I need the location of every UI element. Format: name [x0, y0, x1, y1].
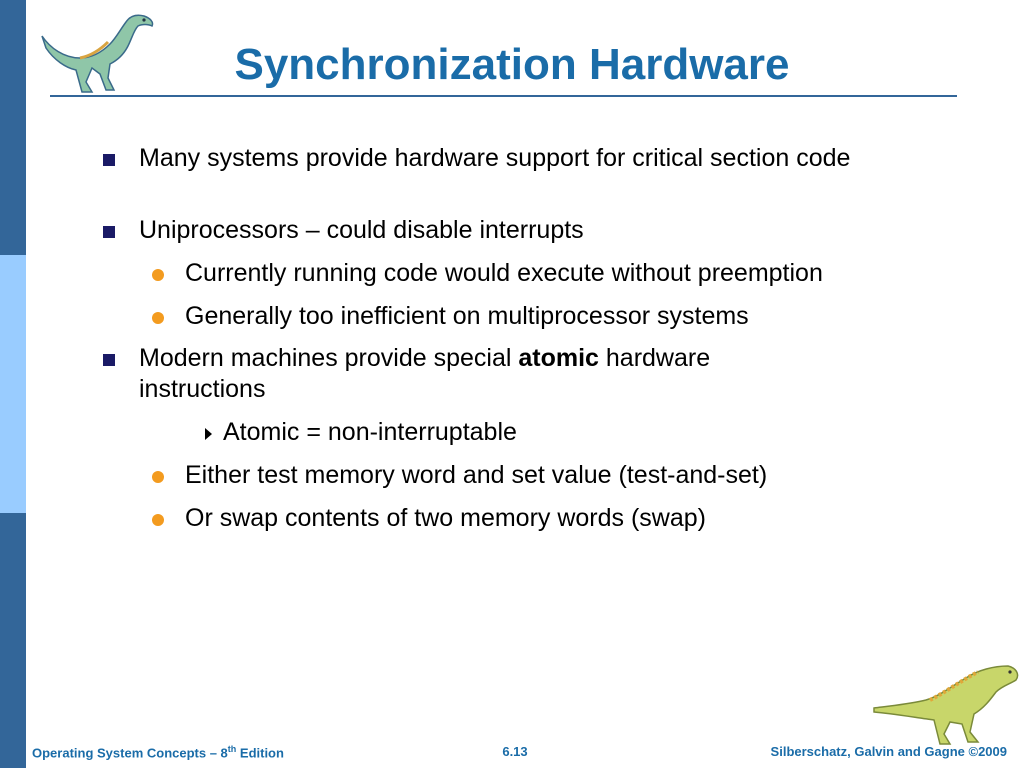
- dinosaur-icon: [870, 656, 1022, 746]
- square-bullet-icon: [103, 154, 115, 166]
- footer-book-title: [32, 744, 284, 764]
- footer-authors: Silberschatz, Galvin and Gagne ©2009: [770, 744, 1007, 759]
- sidebar-segment-bottom: [0, 513, 26, 768]
- sub-bullet-item: Either test memory word and set value (test-and-set): [185, 461, 768, 489]
- footer-edition-suffix: th: [227, 744, 237, 754]
- footer-book-title-end: Edition: [236, 745, 284, 761]
- sub-sub-bullet-item: Atomic = non-interruptable: [223, 418, 517, 446]
- round-bullet-icon: [152, 312, 164, 324]
- bullet-item: [139, 343, 839, 405]
- round-bullet-icon: [152, 471, 164, 483]
- slide-title: Synchronization Hardware: [234, 40, 790, 89]
- round-bullet-icon: [152, 514, 164, 526]
- footer-book-title-start: Operating System Concepts – 8: [32, 745, 228, 761]
- square-bullet-icon: [103, 226, 115, 238]
- sidebar-segment-middle: [0, 255, 26, 513]
- square-bullet-icon: [103, 354, 115, 366]
- bullet-item: Uniprocessors – could disable interrupts: [139, 216, 584, 244]
- left-sidebar: [0, 0, 26, 768]
- dinosaur-icon: [36, 8, 158, 94]
- bullet-bold-term: atomic: [518, 344, 599, 372]
- round-bullet-icon: [152, 269, 164, 281]
- bullet-text-end: hardware instructions: [139, 344, 711, 403]
- sidebar-segment-top: [0, 0, 26, 255]
- triangle-bullet-icon: [205, 428, 212, 440]
- bullet-text-start: Modern machines provide special: [139, 344, 519, 372]
- sub-bullet-item: Currently running code would execute without preemption: [185, 259, 823, 287]
- bullet-item: Many systems provide hardware support for critical section code: [139, 144, 851, 172]
- sub-bullet-item: Or swap contents of two memory words (swap): [185, 504, 706, 532]
- title-divider: [50, 95, 957, 97]
- sub-bullet-item: Generally too inefficient on multiprocessor systems: [185, 302, 749, 330]
- footer-page-number: 6.13: [502, 744, 528, 759]
